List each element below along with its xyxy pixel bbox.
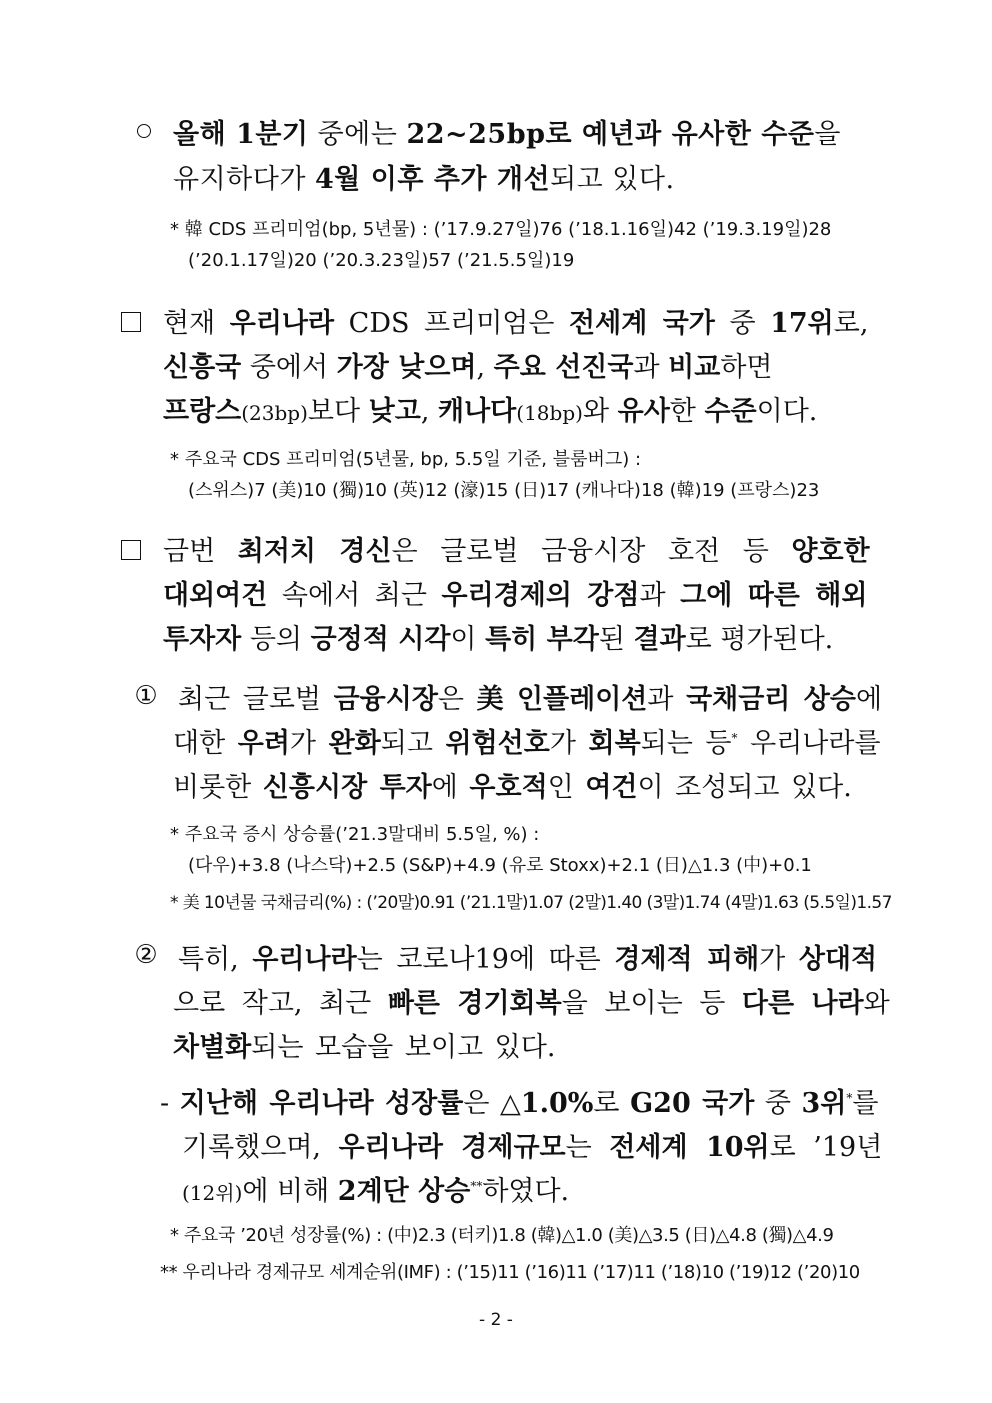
bullet-square-icon [121, 540, 141, 560]
dash-line3: (12위)에 비해 2계단 상승**하였다. [182, 1176, 570, 1207]
dash-line1: - 지난해 우리나라 성장률은 △1.0%로 G20 국가 중 3위*를 [160, 1088, 879, 1119]
item-1-line2: 대한 우려가 완화되고 위험선호가 회복되는 등* 우리나라를 [173, 728, 881, 759]
note-item1-2: (다우)+3.8 (나스닥)+2.5 (S&P)+4.9 (유로 Stoxx)+2.1 (日)△1.3 (中)+0.1 [188, 855, 812, 876]
dash-line2: 기록했으며, 우리나라 경제규모는 전세계 10위로 ’19년 [182, 1132, 883, 1163]
bullet-circle-icon [137, 124, 151, 138]
note-o-1: * 韓 CDS 프리미엄(bp, 5년물) : (’17.9.27일)76 (’18.1.16일)42 (’19.3.19일)28 [170, 219, 832, 240]
para-2-line1: 금번 최저치 경신은 글로벌 금융시장 호전 등 양호한 [163, 536, 870, 567]
para-2-line2: 대외여건 속에서 최근 우리경제의 강점과 그에 따른 해외 [163, 580, 868, 611]
page-number: - 2 - [479, 1310, 513, 1330]
para-1-line2: 신흥국 중에서 가장 낮으며, 주요 선진국과 비교하면 [163, 352, 773, 383]
para-1-line3: 프랑스(23bp)보다 낮고, 캐나다(18bp)와 유사한 수준이다. [163, 396, 818, 427]
circled-number-1: ① [134, 681, 158, 711]
para-1-line1: 현재 우리나라 CDS 프리미엄은 전세계 국가 중 17위로, [163, 308, 869, 339]
para-o-line1: 올해 1분기 중에는 22~25bp로 예년과 유사한 수준을 [173, 119, 841, 150]
bullet-square-icon [121, 312, 141, 332]
para-o-line2: 유지하다가 4월 이후 추가 개선되고 있다. [173, 164, 675, 195]
circled-number-2: ② [134, 940, 158, 970]
item-1-line1: 최근 글로벌 금융시장은 美 인플레이션과 국채금리 상승에 [178, 684, 883, 715]
note-1-2: (스위스)7 (美)10 (獨)10 (英)12 (濠)15 (日)17 (캐나다)18 (韓)19 (프랑스)23 [188, 480, 820, 501]
item-1-line3: 비롯한 신흥시장 투자에 우호적인 여건이 조성되고 있다. [173, 772, 852, 803]
note-o-2: (’20.1.17일)20 (’20.3.23일)57 (’21.5.5일)19 [188, 250, 575, 271]
note-item2-1: * 주요국 ’20년 성장률(%) : (中)2.3 (터키)1.8 (韓)△1.0 (美)△3.5 (日)△4.8 (獨)△4.9 [170, 1225, 834, 1246]
item-2-line1: 특히, 우리나라는 코로나19에 따른 경제적 피해가 상대적 [178, 944, 878, 975]
note-1-1: * 주요국 CDS 프리미엄(5년물, bp, 5.5일 기준, 블룸버그) : [170, 449, 642, 470]
note-item1-1: * 주요국 증시 상승률(’21.3말대비 5.5일, %) : [170, 824, 540, 845]
item-2-line3: 차별화되는 모습을 보이고 있다. [173, 1032, 556, 1063]
note-item1-3: * 美 10년물 국채금리(%) : (’20말)0.91 (’21.1말)1.07 (2말)1.40 (3말)1.74 (4말)1.63 (5.5일)1.57 [170, 893, 892, 913]
para-2-line3: 투자자 등의 긍정적 시각이 특히 부각된 결과로 평가된다. [163, 624, 834, 655]
item-2-line2: 으로 작고, 최근 빠른 경기회복을 보이는 등 다른 나라와 [173, 988, 890, 1019]
note-item2-2: ** 우리나라 경제규모 세계순위(IMF) : (’15)11 (’16)11 (’17)11 (’18)10 (’19)12 (’20)10 [160, 1262, 860, 1283]
